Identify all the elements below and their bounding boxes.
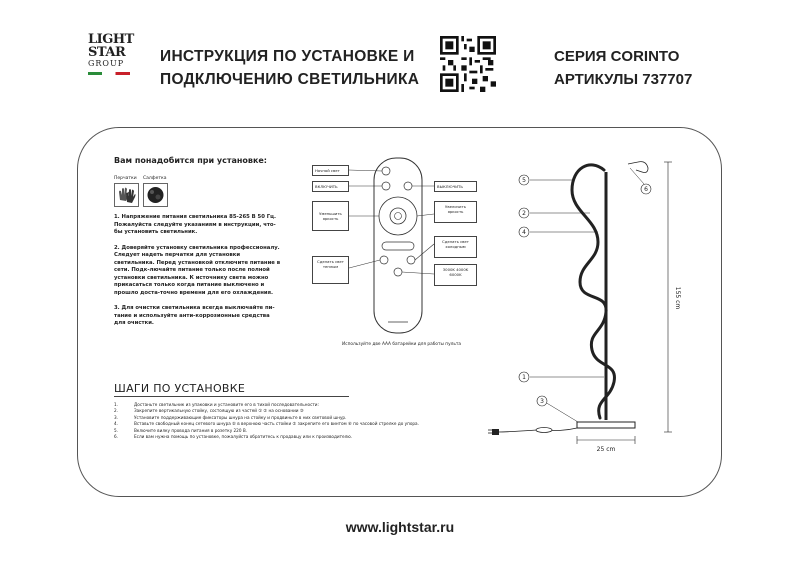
step-text: Включите вилку провода питания в розетку 220 В.: [134, 427, 248, 433]
step-number: 1.: [114, 402, 118, 407]
remote-caption: Используйте две AAA батарейки для работы пульта: [342, 342, 462, 347]
remote-label-on: ВКЛЮЧИТЬ: [312, 181, 349, 192]
title-line-2: ПОДКЛЮЧЕНИЮ СВЕТИЛЬНИКА: [160, 71, 420, 88]
website-link[interactable]: www.lightstar.ru: [345, 519, 455, 535]
note-2: 2. Доверяйте установку светильника профессионалу. Следует надеть перчатки для установки светильника. Перед установкой отключите питание в сети. Подк-лючайте питание только после полной установки светильника. К источнику света можно прикасаться только когда питание выключено и прошло доста-точно времени для его охлаждения.: [114, 244, 281, 296]
italian-flag-stripe: [88, 72, 130, 75]
step-text: Достаньте светильник из упаковки и установите его в тихой последовательности:: [134, 402, 319, 407]
needs-title: Вам понадобится при установке:: [114, 156, 267, 165]
remote-diagram: [312, 156, 482, 341]
step-number: 6.: [114, 434, 118, 440]
step-item: [114, 434, 384, 440]
callout-5: 5: [522, 177, 526, 184]
steps-divider: [114, 396, 349, 397]
qr-code[interactable]: [440, 36, 496, 92]
document-title: [160, 45, 430, 91]
articles-label: АРТИКУЛЫ 737707: [554, 71, 693, 88]
logo-line-2: STAR: [88, 45, 126, 60]
remote-label-warm: Сделать свет теплым: [312, 256, 349, 284]
width-dimension: 25 cm: [596, 446, 616, 453]
step-number: 3.: [114, 414, 118, 420]
brand-logo: [88, 33, 134, 75]
step-text: Установите поддерживающие фиксаторы шнура на стойку и продвиньте в них световой шнур.: [134, 414, 347, 420]
note-3: 3. Для очистки светильника всегда выключайте пи-тание и используйте анти-коррозионные средства для очистки.: [114, 305, 275, 326]
title-line-1: ИНСТРУКЦИЯ ПО УСТАНОВКЕ И: [160, 48, 415, 65]
gloves-icon: [114, 183, 139, 207]
tool-gloves: [114, 176, 139, 209]
step-number: 5.: [114, 427, 118, 433]
steps-title: ШАГИ ПО УСТАНОВКЕ: [114, 382, 246, 395]
logo-line-3: GROUP: [88, 59, 125, 68]
step-text: Закрепите вертикальную стойку, состоящую из частей ① ② на основании ③: [134, 408, 304, 414]
lamp-diagram: [480, 150, 700, 465]
callout-2: 2: [522, 210, 526, 217]
step-number: 2.: [114, 408, 118, 414]
logo-line-1: LIGHT: [88, 32, 134, 47]
remote-label-dim-down: Уменьшить яркость: [312, 201, 349, 231]
remote-label-dim-up: Увеличить яркость: [434, 201, 477, 223]
series-label: СЕРИЯ CORINTO: [554, 48, 680, 65]
callout-4: 4: [522, 229, 526, 236]
tool-cloth: [143, 176, 168, 209]
remote-label-cold: Сделать свет холодным: [434, 236, 477, 258]
steps-list: [114, 402, 419, 440]
step-text: Вставьте свободный конец сетевого шнура ⑤ в верхнюю часть стойки ② закрепите его винтом ⑥ по часовой стрелке до упора.: [134, 421, 419, 427]
remote-label-night: Ночной свет: [312, 165, 349, 176]
height-dimension: 155 cm: [674, 286, 681, 310]
remote-label-off: ВЫКЛЮЧИТЬ: [434, 181, 477, 192]
tool-gloves-label: Перчатки: [114, 176, 137, 181]
step-text: Если вам нужна помощь по установке, пожалуйста обратитесь к продавцу или к производителю.: [134, 434, 353, 440]
callout-1: 1: [522, 374, 526, 381]
callout-3: 3: [540, 398, 544, 405]
tool-cloth-label: Салфетка: [143, 176, 167, 181]
callout-6: 6: [644, 186, 648, 193]
remote-label-temps: 3000K 4000K 6000K: [434, 264, 477, 286]
step-number: 4.: [114, 421, 118, 427]
note-1: 1. Напряжение питания светильника 85-265 В 50 Гц. Пожалуйста следуйте указаниям в инструкции, что-бы установить светильник.: [114, 214, 277, 235]
safety-notes: [114, 214, 282, 336]
product-info: [554, 45, 704, 91]
cloth-icon: [143, 183, 168, 207]
